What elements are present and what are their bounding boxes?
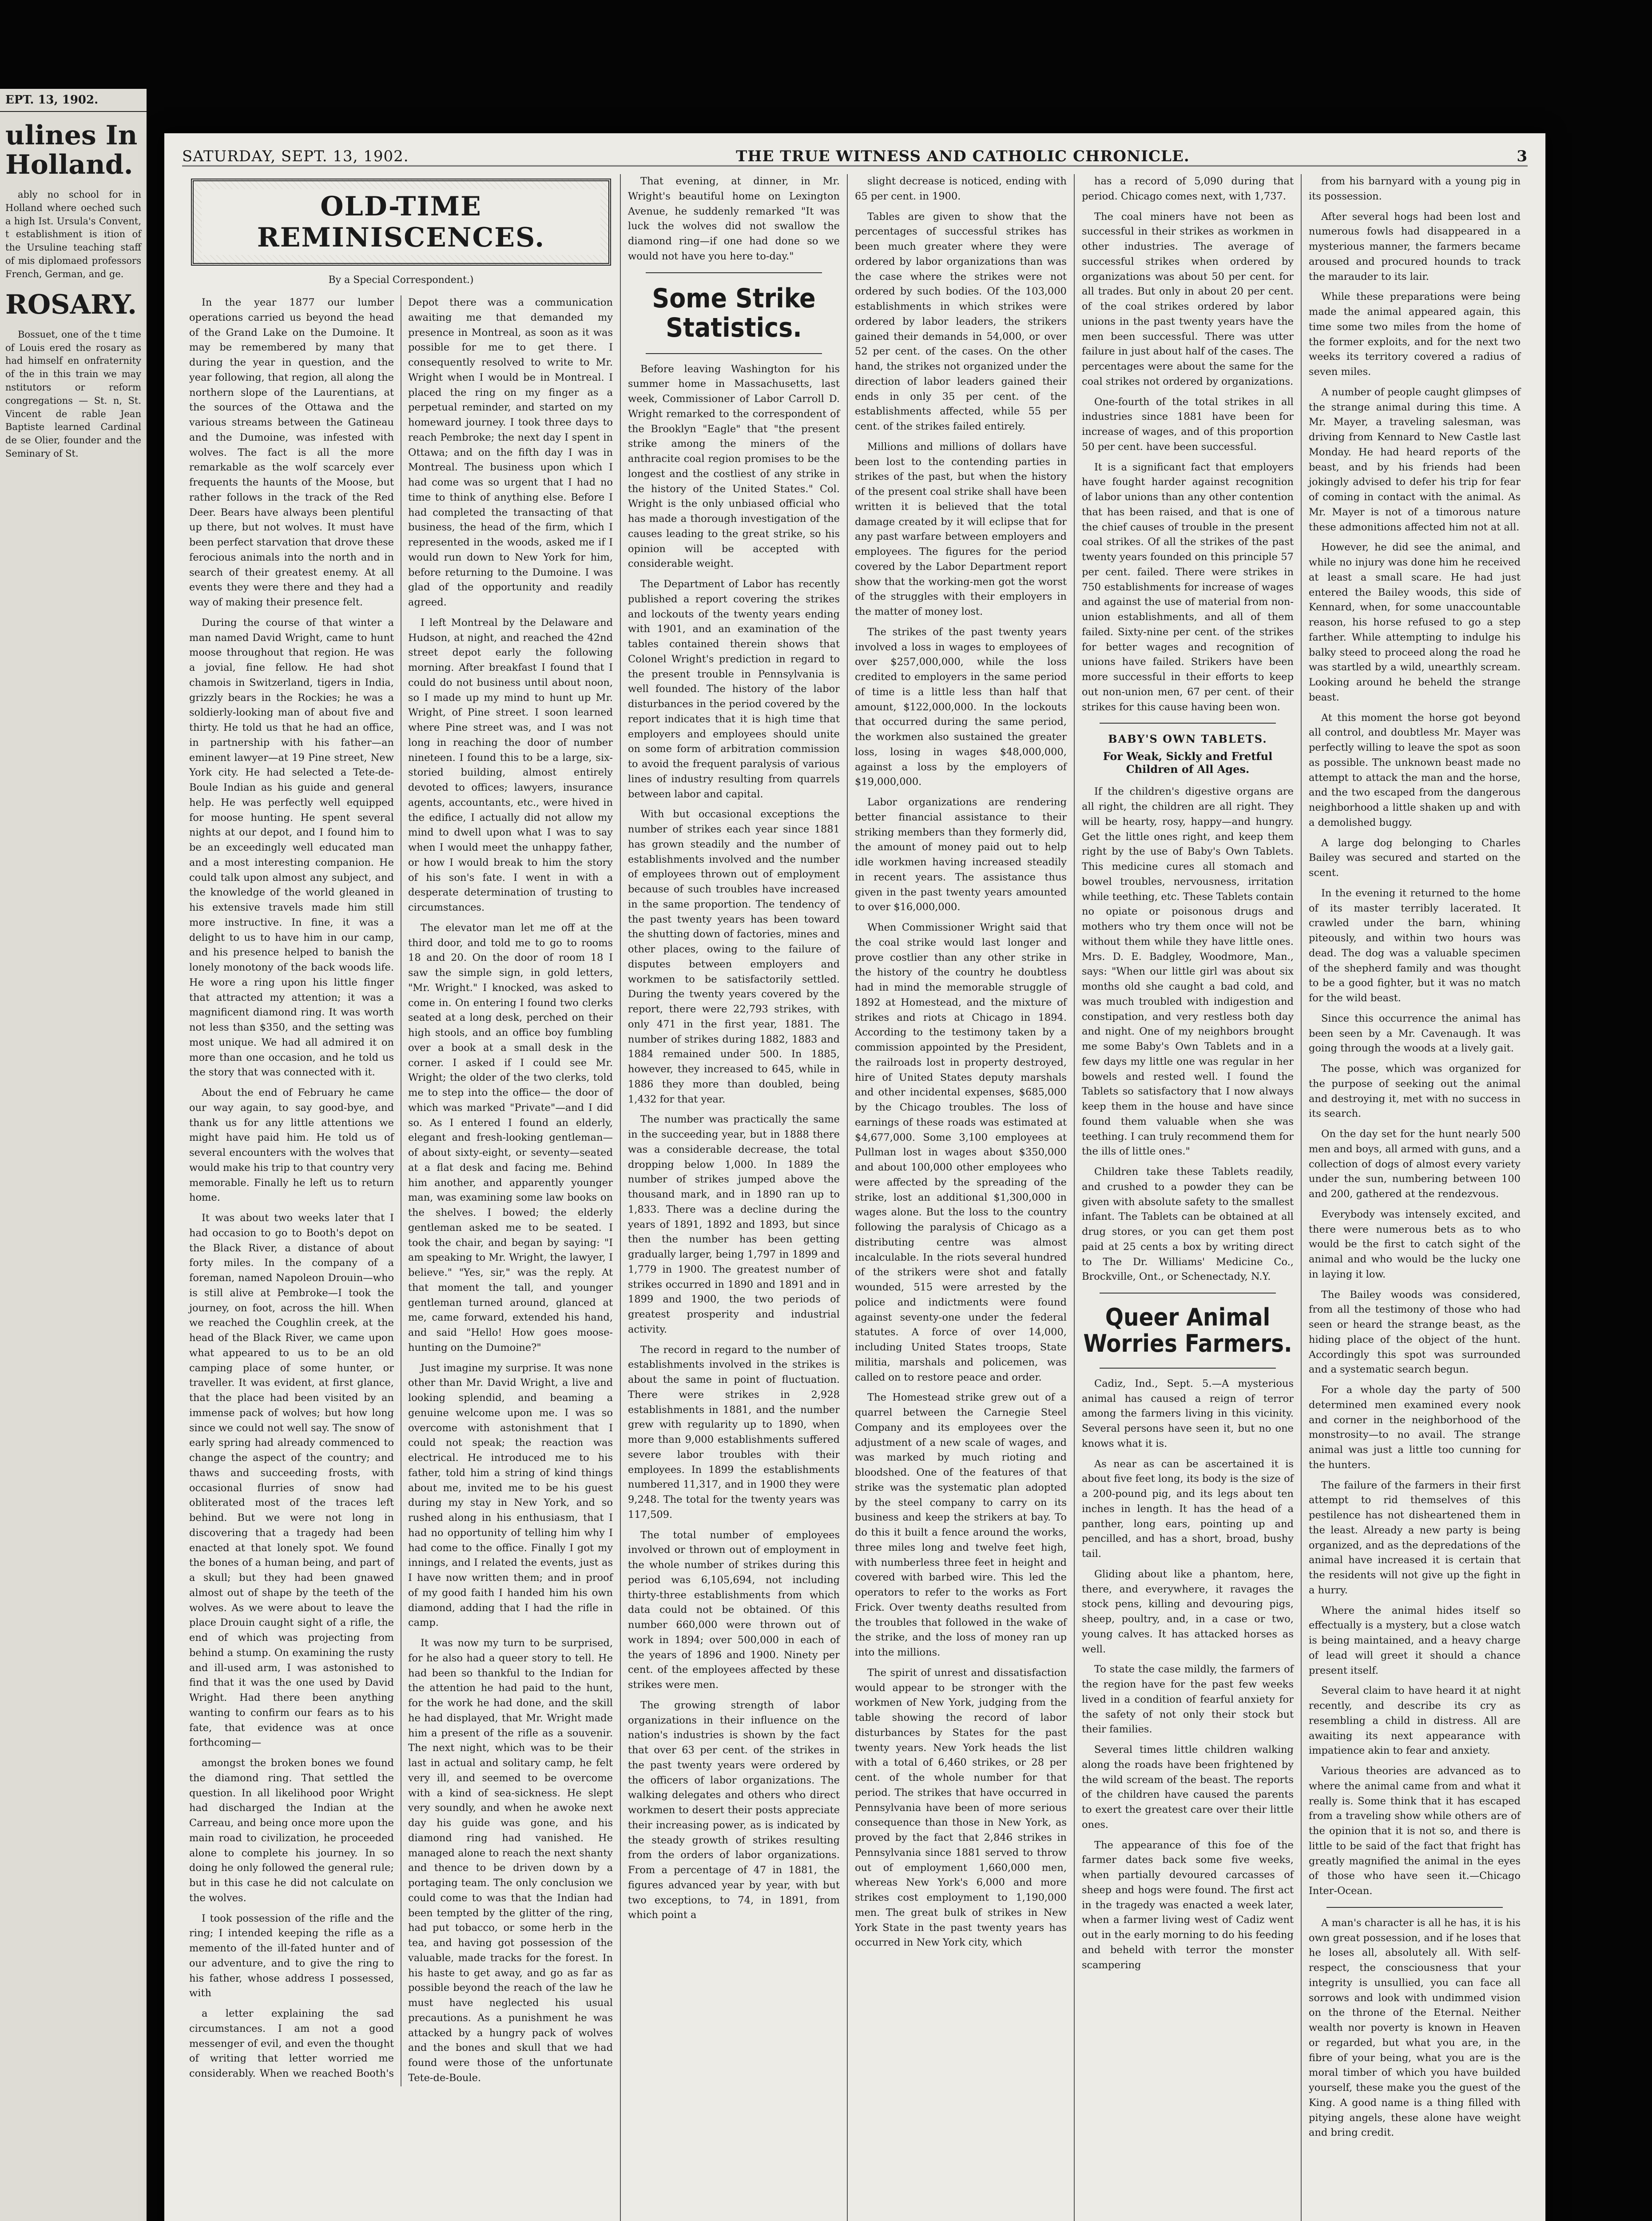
divider — [1100, 1368, 1276, 1369]
masthead — [182, 144, 1528, 167]
reminiscences-paragraph: In the year 1877 our lumber operations carried us beyond the head of the Grand Lake on the Dumoine. It may be remembered by many that during the year in question, and the year following, that region, all along the northern slope of the Laurentians, at the sources of the Ottawa and the various streams between the Gatineau and the Dumoine, was infested with wolves. The fact is all the more remarkable as the wolf scarcely ever frequents the haunts of the Moose, but rather follows in the track of the Red Deer. Bears have always been plentiful up there, but not wolves. It must have been perfect starvation that drove these ferocious animals into the north and in search of their greatest enemy. At all events they were there and they had a way of making their presence felt. — [189, 297, 394, 608]
edge-text-rosary: Bossuet, one of the t time of Louis ered the rosary as had himself en onfraternity of the in this train we may nstitutors or reform congregations — St. n, St. Vincent de rable Jean Baptiste learned Cardinal de se Olier, founder and the Seminary of St. — [5, 329, 141, 459]
strike-paragraph: has a record of 5,090 during that period. Chicago comes next, with 1,737. — [1082, 175, 1294, 202]
strike-paragraph: With but occasional exceptions the number of strikes each year since 1881 has grown steadily and the number of establishments involved and the number of employees thrown out of employment because of such troubles have increased in the same proportion. The tendency of the past twenty years has been toward the shutting down of factories, mines and other places, owing to the failure of disputes between employers and workmen to be satisfactorily settled. During the twenty years covered by the report, there were 22,793 strikes, with only 471 in the first year, 1881. The number of strikes during 1882, 1883 and 1884 remained under 500. In 1885, however, they increased to 645, while in 1886 they more than doubled, being 1,432 for that year. — [628, 808, 840, 1105]
strike-statistics-title: Some Strike Statistics. — [652, 283, 816, 343]
queer-animal-title: Queer Animal Worries Farmers. — [1083, 1303, 1292, 1358]
masthead-title: THE TRUE WITNESS AND CATHOLIC CHRONICLE. — [736, 147, 1190, 165]
animal-paragraph: The failure of the farmers in their first attempt to rid themselves of this pestilence has not disheartened them in the least. Already a new party is being organized, and as the depredations of the animal have increased it is certain that the residents will not give up the fight in a hurry. — [1309, 1479, 1521, 1596]
reminiscences-byline: By a Special Correspondent.) — [328, 275, 474, 286]
reminiscences-paragraph: a letter explaining the sad circumstances. I am not a good messenger of evil, and even the thought of writing that letter worried me considerably. When we reached Booth's Depot there was a communication awaiting me that demanded my presence in Montreal, as soon as it was possible for me to get there. I consequently resolved to write to Mr. Wright when I would be in Montreal. I placed the ring on my finger as a perpetual reminder, and started on my homeward journey. I took three days to reach Pembroke; the next day I spent in Ottawa; and on the fifth day I was in Montreal. The business upon which I had come was so urgent that I had no time to think of anything else. Before I had completed the transacting of that business, the head of the firm, which I represented in the woods, asked me if I would run down to New York for him, before returning to the Dumoine. I was glad of the opportunity and readily agreed. — [189, 297, 613, 2079]
animal-paragraph: The Bailey woods was considered, from all the testimony of those who had seen or heard the strange beast, as the hiding place of the object of the hunt. Accordingly this spot was surrounded and a systematic search begun. — [1309, 1289, 1521, 1376]
strike-paragraph: The number was practically the same in the succeeding year, but in 1888 there was a considerable decrease, the total dropping below 1,000. In 1889 the number of strikes jumped above the thousand mark, and in 1890 ran up to 1,833. There was a decline during the years of 1891, 1892 and 1893, but since then the number has been getting gradually larger, being 1,797 in 1899 and 1,779 in 1900. The greatest number of strikes occurred in 1890 and 1891 and in 1899 and 1900, the two periods of greatest prosperity and industrial activity. — [628, 1114, 840, 1335]
reminiscences-paragraph: I took possession of the rifle and the ring; I intended keeping the rifle as a memento of the ill-fated hunter and of our adventure, and to give the ring to his father, whose address I possessed, with — [189, 1912, 394, 1999]
advert-paragraph: Children take these Tablets readily, and crushed to a powder they can be given with absolute safety to the smallest infant. The Tablets can be obtained at all drug stores, or you can get them post paid at 25 cents a box by writing direct to The Dr. Williams' Medicine Co., Brockville, Ont., or Schenectady, N.Y. — [1082, 1166, 1294, 1283]
animal-paragraph: While these preparations were being made the animal appeared again, this time some two miles from the home of the former exploits, and for the next two weeks its territory covered a radius of seven miles. — [1309, 291, 1521, 378]
strike-paragraph: The growing strength of labor organizations in their influence on the nation's industries is shown by the fact that over 63 per cent. of the strikes in the past twenty years were ordered by the officers of labor organizations. The walking delegates and others who direct workmen to desert their posts appreciate their increasing power, as is indicated by the steady growth of strikes resulting from the orders of labor organizations. From a percentage of 47 in 1881, the figures advanced year by year, with but two exceptions, to 74, in 1891, from which point a — [628, 1699, 840, 1921]
animal-paragraph: Since this occurrence the animal has been seen by a Mr. Cavenaugh. It was going through the woods at a lively gait. — [1309, 1012, 1521, 1055]
strike-paragraph: The Department of Labor has recently published a report covering the strikes and lockouts of the twenty years ending with 1901, and an examination of the tables contained therein shows that Colonel Wright's prediction in regard to the present trouble in Pennsylvania is well founded. The history of the labor disturbances in the period covered by the report indicates that it is high time that employers and employees should unite on some form of arbitration commission to avoid the frequent paralysis of various lines of industry resulting from quarrels between labor and capital. — [628, 578, 840, 800]
edge-text-holland: ably no school for in Holland where oeched such a high Ist. Ursula's Convent, t establishment is ition of the Ursuline teaching staff of mis diplomaed professors French, German, and ge. — [5, 189, 141, 279]
previous-page-edge — [0, 89, 147, 2221]
edge-heading-rosary: ROSARY. — [5, 289, 137, 320]
divider — [1100, 723, 1276, 724]
edge-heading-holland: ulines In Holland. — [5, 120, 138, 180]
reminiscences-paragraph: During the course of that winter a man named David Wright, came to hunt moose throughout that region. He was a jovial, fine fellow. He had shot chamois in Switzerland, tigers in India, grizzly bears in the Rockies; he was a soldierly-looking man of about five and thirty. He told us that he had an office, in partnership with his father—an eminent lawyer—at 19 Pine street, New York city. He had selected a Tete-de-Boule Indian as his guide and general help. He was perfectly well equipped for moose hunting. He spent several nights at our depot, and I found him to be an exceedingly well educated man and a most interesting companion. He could talk upon almost any subject, and the knowledge of the world gleaned in his extensive travels made him still more instructive. In fine, it was a delight to us to have him in our camp, and his presence helped to banish the lonely monotony of the back woods life. He wore a ring upon his little finger that attracted my attention; it was a magnificent diamond ring. It was worth not less than $350, and the setting was most unique. We had all admired it on more than one occasion, and he told us the story that was connected with it. — [189, 617, 394, 1079]
divider — [1326, 1907, 1503, 1908]
animal-paragraph: Everybody was intensely excited, and there were numerous bets as to who would be the first to catch sight of the animal and who would be the lucky one in laying it low. — [1309, 1208, 1521, 1280]
page-number: 3 — [1517, 147, 1528, 165]
masthead-date: SATURDAY, SEPT. 13, 1902. — [182, 147, 409, 165]
strike-paragraph: The strikes of the past twenty years involved a loss in wages to employees of over $257,000,000, while the loss credited to employers in the same period of time is a little less than half that amount, $122,000,000. In the lockouts that occurred during the same period, the workmen also sustained the greater loss, losing in wages $48,000,000, against a loss by the employers of $19,000,000. — [855, 626, 1067, 788]
reminiscences-paragraph: It was now my turn to be surprised, for he also had a queer story to tell. He had been so thankful to the Indian for the attention he had paid to the hunt, for the work he had done, and the skill he had displayed, that Mr. Wright made him a present of the rifle as a souvenir. The next night, which was to be their last in actual and solitary camp, he felt very ill, and seemed to be overcome with a kind of sea-sickness. He slept very soundly, and when he awoke next day his guide was gone, and his diamond ring had vanished. He managed alone to reach the next shanty and thence to be driven down by a portaging team. The only conclusion we could come to was that the Indian had been tempted by the glitter of the ring, had put tobacco, or some herb in the tea, and having got possession of the valuable, made tracks for the forest. In his haste to get away, and go as far as possible beyond the reach of the law he must have neglected his usual precautions. As a punishment he was attacked by a hungry pack of wolves and the bones and skull that we had found were those of the unfortunate Tete-de-Boule. — [408, 1637, 613, 2084]
strike-paragraph: The total number of employees involved or thrown out of employment in the whole number of strikes during this period was 6,105,694, not including thirty-three establishments from which data could not be obtained. Of this number 660,000 were thrown out of work in 1894; over 500,000 in each of the years of 1896 and 1900. Ninety per cent. of the employees affected by these strikes were men. — [628, 1529, 840, 1691]
animal-paragraph: After several hogs had been lost and numerous fowls had disappeared in a mysterious manner, the farmers became aroused and procured hounds to track the marauder to its lair. — [1309, 211, 1521, 283]
strike-paragraph: One-fourth of the total strikes in all industries since 1881 have been for increase of wages, and of this proportion 50 per cent. have been successful. — [1082, 396, 1294, 453]
reminiscences-title-box — [191, 179, 611, 266]
edge-date: EPT. 13, 1902. — [0, 89, 147, 112]
reminiscences-paragraph: The elevator man let me off at the third door, and told me to go to rooms 18 and 20. On the door of room 18 I saw the simple sign, in gold letters, "Mr. Wright." I knocked, was asked to come in. On entering I found two clerks seated at a long desk, perched on their high stools, and an office boy fumbling over a book at a small desk in the corner. I asked if I could see Mr. Wright; the older of the two clerks, told me to step into the office— the door of which was marked "Private"—and I did so. As I entered I found an elderly, elegant and fresh-looking gentleman—of about sixty-eight, or seventy—seated at a flat desk and facing me. Behind him another, and apparently younger man, was examining some law books on the shelves. I bowed; the elderly gentleman asked me to be seated. I took the chair, and began by saying: "I am speaking to Mr. Wright, the lawyer, I believe." "Yes, sir," was the reply. At that moment the tall, and younger gentleman turned around, glanced at me, came forward, extended his hand, and said "Hello! How goes moose-hunting on the Dumoine?" — [408, 922, 613, 1353]
animal-paragraph: To state the case mildly, the farmers of the region have for the past few weeks lived in a condition of fearful anxiety for the safety of not only their stock but their families. — [1082, 1664, 1294, 1735]
animal-paragraph: The posse, which was organized for the purpose of seeking out the animal and destroying it, met with no success in its search. — [1309, 1063, 1521, 1120]
column-6 — [1302, 174, 1528, 2221]
columns — [182, 174, 1528, 2221]
strike-paragraph: When Commissioner Wright said that the coal strike would last longer and prove costlier than any other strike in the history of the country he doubtless had in mind the memorable struggle of 1892 at Homestead, and the mixture of strikes and riots at Chicago in 1894. According to the testimony taken by a commission appointed by the President, the railroads lost in property destroyed, hire of United States deputy marshals and other incidental expenses, $685,000 by the Chicago troubles. The loss of earnings of these roads was estimated at $4,677,000. Some 3,100 employees at Pullman lost in wages about $350,000 and about 100,000 other employees who were affected by the spreading of the strike, lost an additional $1,300,000 in wages alone. But the loss to the country following the paralysis of Chicago as a distributing centre was almost incalculable. In the riots several hundred of the strikers were shot and fatally wounded, 515 were arrested by the police and indictments were found against seventy-one under the federal statutes. A force of over 14,000, including United States troops, State militia, marshals and policemen, was called on to restore peace and order. — [855, 922, 1067, 1383]
strike-paragraph: The spirit of unrest and dissatisfaction would appear to be stronger with the workmen of New York, judging from the table showing the record of labor disturbances by States for the past twenty years. New York heads the list with a total of 6,460 strikes, or 28 per cent. of the whole number for that period. The strikes that have occurred in Pennsylvania have been of more serious consequence than those in New York, as proved by the fact that 2,846 strikes in Pennsylvania since 1881 served to throw out of employment 1,660,000 men, whereas New York's 6,000 and more strikes cost employment to 1,190,000 men. The great bulk of strikes in New York State in the past twenty years has occurred in New York city, which — [855, 1667, 1067, 1949]
reminiscences-paragraph: About the end of February he came our way again, to say good-bye, and thank us for any little attentions we might have paid him. He told us of several encounters with the wolves that would make his trip to that country very memorable. Finally he left us to return home. — [189, 1087, 394, 1204]
divider — [646, 353, 822, 354]
animal-paragraph: On the day set for the hunt nearly 500 men and boys, all armed with guns, and a collection of dogs of almost every variety under the sun, numbering between 100 and 200, gathered at the rendezvous. — [1309, 1128, 1521, 1200]
strike-paragraph: The record in regard to the number of establishments involved in the strikes is about the same in point of fluctuation. There were strikes in 2,928 establishments in 1881, and the number grew with regularity up to 1890, when more than 9,000 establishments suffered severe labor troubles with their employees. In 1899 the establishments numbered 11,317, and in 1900 they were 9,248. The total for the twenty years was 117,509. — [628, 1344, 840, 1520]
animal-paragraph: The appearance of this foe of the farmer dates back some five weeks, when partially devoured carcasses of sheep and hogs were found. The first act in the tragedy was enacted a week later, when a farmer living west of Cadiz went out in the early morning to do his feeding and beheld with terror the monster scampering — [1082, 1839, 1294, 1971]
animal-paragraph: In the evening it returned to the home of its master terribly lacerated. It crawled under the barn, whining piteously, and within two hours was dead. The dog was a valuable specimen of the shepherd family and was thought to be a good fighter, but it was no match for the wild beast. — [1309, 887, 1521, 1004]
column-reminiscences — [182, 174, 621, 2221]
strike-paragraph: slight decrease is noticed, ending with 65 per cent. in 1900. — [855, 175, 1067, 202]
animal-paragraph: A large dog belonging to Charles Bailey was secured and started on the scent. — [1309, 837, 1521, 879]
reminiscences-paragraph: That evening, at dinner, in Mr. Wright's beautiful home on Lexington Avenue, he suddenly remarked "It was luck the wolves did not swallow the diamond ring—if one had done so we would not have you here to-day." — [628, 175, 840, 262]
divider — [646, 272, 822, 273]
animal-paragraph: At this moment the horse got beyond all control, and doubtless Mr. Mayer was perfectly willing to leave the spot as soon as possible. The unknown beast made no attempt to attack the man and the horse, and the two escaped from the dangerous neighborhood a little shaken up and with a demolished buggy. — [1309, 712, 1521, 828]
strike-paragraph: Labor organizations are rendering better financial assistance to their striking members than they formerly did, the amount of money paid out to help idle workmen having increased steadily in recent years. The assistance thus given in the past twenty years amounted to over $16,000,000. — [855, 796, 1067, 913]
animal-paragraph: For a whole day the party of 500 determined men examined every nook and corner in the neighborhood of the monstrosity—to no avail. The strange animal was just a little too cunning for the hunters. — [1309, 1384, 1521, 1471]
reminiscences-title: OLD-TIME REMINISCENCES. — [202, 189, 600, 255]
column-3 — [621, 174, 848, 2221]
animal-paragraph: from his barnyard with a young pig in its possession. — [1309, 175, 1521, 202]
newspaper-page — [164, 133, 1545, 2221]
advert-paragraph: If the children's digestive organs are all right, the children are all right. They will be hearty, rosy, happy—and hungry. Get the little ones right, and keep them right by the use of Baby's Own Tablets. This medicine cures all stomach and bowel troubles, nervousness, irritation while teething, etc. These Tablets contain no opiate or poisonous drugs and mothers who try them once will not be without them while they have little ones. Mrs. D. E. Badgley, Woodmore, Man., says: "When our little girl was about six months old she caught a bad cold, and was much troubled with indigestion and constipation, and very restless both day and night. One of my neighbors brought me some Baby's Own Tablets and in a few days my little one was regular in her bowels and rested well. I found the Tablets so satisfactory that I now always keep them in the house and have since found them valuable when she was teething. I can truly recommend them for the ills of little ones." — [1082, 786, 1294, 1158]
strike-paragraph: Tables are given to show that the percentages of successful strikes has been much greater where they were ordered by labor organizations than was the case where the strikes were not ordered by such bodies. Of the 103,000 establishments in which strikes were ordered by labor leaders, the strikers gained their demands in 54,000, or over 52 per cent. of the cases. On the other hand, the strikes not organized under the direction of labor leaders gained their ends in only 35 per cent. of the establishments affected, while 55 per cent. of the strikes failed entirely. — [855, 211, 1067, 432]
reminiscences-paragraph: Just imagine my surprise. It was none other than Mr. David Wright, a live and looking splendid, and beaming a genuine welcome upon me. I was so overcome with astonishment that I could not speak; the reaction was electrical. He introduced me to his father, told him a string of kind things about me, invited me to be his guest during my stay in New York, and so rushed along in his enthusiasm, that I had no opportunity of telling him why I had come to the office. Finally I got my innings, and I related the events, just as I have now written them; and in proof of my good faith I handed him his own diamond, adding that I had the rifle in camp. — [408, 1362, 613, 1629]
strike-paragraph: Millions and millions of dollars have been lost to the contending parties in strikes of the past, but when the history of the present coal strike shall have been written it is believed that the total damage created by it will eclipse that for any past warfare between employers and employees. The figures for the period covered by the Labor Department report show that the working-men got the worst of the struggles with their employers in the matter of money lost. — [855, 441, 1067, 617]
animal-paragraph: Several times little children walking along the roads have been frightened by the wild scream of the beast. The reports of the children have caused the parents to exert the greatest care over their little ones. — [1082, 1744, 1294, 1831]
animal-paragraph: Where the animal hides itself so effectually is a mystery, but a close watch is being maintained, and a heavy charge of lead will greet it should a chance present itself. — [1309, 1604, 1521, 1676]
animal-paragraph: Various theories are advanced as to where the animal came from and what it really is. Some think that it has escaped from a traveling show while others are of the opinion that it is not so, and there is little to be said of the fact that fright has greatly magnified the animal in the eyes of those who have seen it.—Chicago Inter-Ocean. — [1309, 1765, 1521, 1897]
animal-paragraph: As near as can be ascertained it is about five feet long, its body is the size of a 200-pound pig, and its legs about ten inches in length. It has the head of a panther, long ears, pointing up and pencilled, and has a short, broad, bushy tail. — [1082, 1458, 1294, 1560]
reminiscences-paragraph: amongst the broken bones we found the diamond ring. That settled the question. In all likelihood poor Wright had discharged the Indian at the Carreau, and being once more upon the main road to civilization, he proceeded alone to complete his journey. In so doing he only followed the general rule; but in this case he did not calculate on the wolves. — [189, 1757, 394, 1904]
advert-subtitle: For Weak, Sickly and Fretful Children of All Ages. — [1103, 750, 1273, 776]
strike-paragraph: The Homestead strike grew out of a quarrel between the Carnegie Steel Company and its employees over the adjustment of a new scale of wages, and was marked by much rioting and bloodshed. One of the features of that strike was the systematic plan adopted by the steel company to carry on its business and keep the strikers at bay. To do this it built a fence around the works, three miles long and twelve feet high, with numberless three feet in height and covered with barbed wire. This led the operators to refer to the works as Fort Frick. Over twenty deaths resulted from the troubles that followed in the wake of the strike, and the loss of money ran up into the millions. — [855, 1392, 1067, 1658]
reminiscences-paragraph: I left Montreal by the Delaware and Hudson, at night, and reached the 42nd street depot early the following morning. After breakfast I found that I could do not business until about noon, so I made up my mind to hunt up Mr. Wright, of Pine street. I soon learned where Pine street was, and I was not long in reaching the door of number nineteen. I found this to be a large, six-storied building, almost entirely devoted to offices; lawyers, insurance agents, accountants, etc., were hived in the edifice, I actually did not allow my mind to dwell upon what I was to say when I would meet the unhappy father, or how I would break to him the story of his son's fate. I went in with a desperate determination of trusting to circumstances. — [408, 617, 613, 913]
animal-paragraph: However, he did see the animal, and while no injury was done him he received at least a small scare. He had just entered the Bailey woods, this side of Kennard, when, for some unaccountable reason, his horse refused to go a step farther. While attempting to indulge his balky steed to proceed along the road he was startled by a wild, unearthly scream. Looking around he beheld the strange beast. — [1309, 541, 1521, 703]
reminiscences-paragraph: It was about two weeks later that I had occasion to go to Booth's depot on the Black River, a distance of about forty miles. In the company of a foreman, named Napoleon Drouin—who is still alive at Pembroke—I took the journey, on foot, across the hill. When we reached the Coughlin creek, at the head of the Black River, we came upon what appeared to us to be an old camping place of some hunter, or traveller. It was evident, at first glance, that the place had been visited by an immense pack of wolves; but how long since we could not well say. The snow of early spring had already commenced to change the aspect of the country; and thaws and succeeding frosts, with occasional flurries of snow had obliterated most of the traces left behind. But we were not long in discovering that a tragedy had been enacted at that lonely spot. We found the bones of a human being, and part of a skull; but they had been gnawed almost out of shape by the teeth of the wolves. As we were about to leave the place Drouin caught sight of a rifle, the end of which was projecting from behind a stump. On examining the rusty and ill-used arm, I was astonished to find that it was the one used by David Wright. Had there been anything wanting to confirm our fears as to his fate, that evidence was at once forthcoming— — [189, 1212, 394, 1749]
column-4 — [848, 174, 1075, 2221]
divider — [1100, 1293, 1276, 1294]
character-paragraph: A man's character is all he has, it is his own great possession, and if he loses that he loses all, absolutely all. With self-respect, the consciousness that your integrity is unsullied, you can face all sorrows and look with undimmed vision on the throne of the Eternal. Neither wealth nor poverty is known in Heaven or regarded, but what you are, in the fibre of your being, what you are is the moral timber of which you have builded yourself, these make you the guest of the King. A good name is a thing filled with pitying angels, these alone have weight and bring credit. — [1309, 1917, 1521, 2139]
strike-paragraph: The coal miners have not been as successful in their strikes as workmen in other industries. The average of successful strikes when ordered by organizations was about 50 per cent. for all trades. But only in about 20 per cent. of the coal strikes ordered by labor unions in the past twenty years have the men been successful. There was utter failure in just about half of the cases. The percentages were about the same for the coal strikes not ordered by organizations. — [1082, 211, 1294, 387]
reminiscences-body — [189, 295, 613, 2086]
animal-paragraph: A number of people caught glimpses of the strange animal during this time. A Mr. Mayer, a traveling salesman, was driving from Kennard to New Castle last Monday. He had heard reports of the beast, and by his friends had been jokingly advised to defer his trip for fear of coming in contact with the animal. As Mr. Mayer is not of a timorous nature these admonitions affected him not at all. — [1309, 386, 1521, 533]
strike-paragraph: It is a significant fact that employers have fought harder against recognition of labor unions than any other contention that has been raised, and that is one of the chief causes of trouble in the present coal strikes. Of all the strikes of the past twenty years founded on this principle 57 per cent. failed. There were strikes in 750 establishments for increase of wages and against the use of material from non-union establishments, and all of them failed. Sixty-nine per cent. of the strikes for better wages and recognition of unions have failed. Strikers have been more successful in their efforts to keep out non-union men, 67 per cent. of their strikes for this cause having been won. — [1082, 461, 1294, 713]
animal-paragraph: Cadiz, Ind., Sept. 5.—A mysterious animal has caused a reign of terror among the farmers living in this vicinity. Several persons have seen it, but no one knows what it is. — [1082, 1377, 1294, 1449]
column-5 — [1075, 174, 1302, 2221]
advert-title: BABY'S OWN TABLETS. — [1108, 732, 1267, 746]
strike-paragraph: Before leaving Washington for his summer home in Massachusetts, last week, Commissioner of Labor Carroll D. Wright remarked to the correspondent of the Brooklyn "Eagle" that "the present strike among the miners of the anthracite coal region promises to be the longest and the costliest of any strike in the history of the United States." Col. Wright is the only unbiased official who has made a thorough investigation of the causes leading to the great strike, so his opinion will be accepted with considerable weight. — [628, 363, 840, 570]
animal-paragraph: Several claim to have heard it at night recently, and describe its cry as resembling a child in distress. All are awaiting its next appearance with impatience akin to fear and anxiety. — [1309, 1685, 1521, 1757]
animal-paragraph: Gliding about like a phantom, here, there, and everywhere, it ravages the stock pens, killing and devouring pigs, sheep, poultry, and, in a case or two, young calves. It has attacked horses as well. — [1082, 1568, 1294, 1655]
